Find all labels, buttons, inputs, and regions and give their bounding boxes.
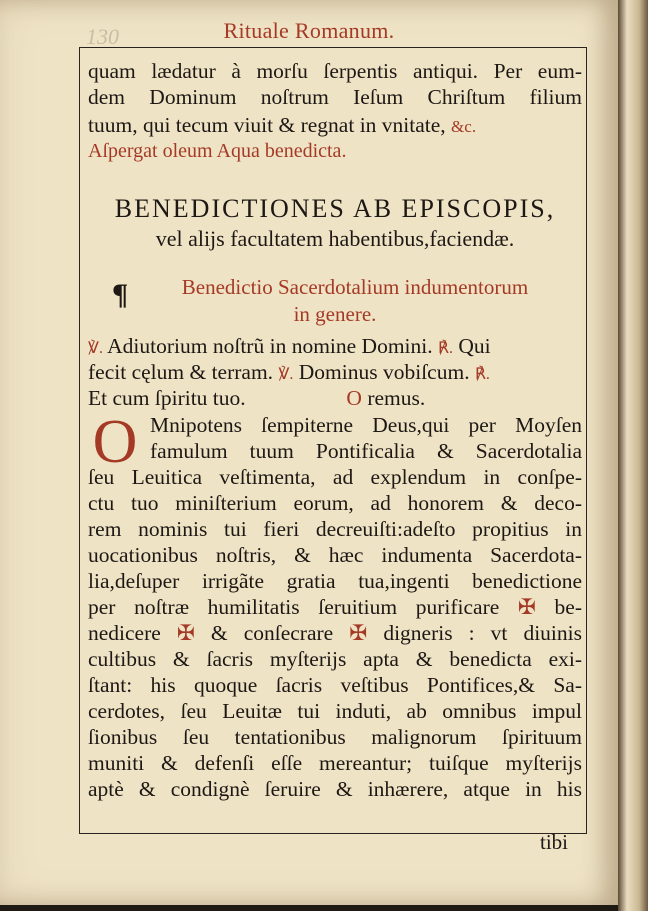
- rubric-line: Aſpergat oleum Aqua benedicta.: [88, 140, 347, 162]
- prayer-line: lia,deſuper irrigãte gratia tua,ingenti benedictione: [88, 569, 582, 593]
- prayer-line: cerdotes, ſeu Leuitæ tui induti, ab omnibus impul: [88, 699, 582, 723]
- versicle-line: [88, 333, 582, 362]
- response-mark: ℟.: [438, 340, 453, 357]
- versicle-line: [88, 385, 582, 411]
- catchword: tibi: [540, 830, 569, 854]
- section-heading: BENEDICTIONES AB EPISCOPIS,: [114, 194, 556, 223]
- prayer-line: rem nominis tui fieri decreuiſti:adeſto propitius in: [88, 517, 582, 541]
- prayer-line: ctu tuo miniſterium eorum, ad honorem & deco-: [88, 491, 582, 515]
- versicle-text: Dominus vobiſcum.: [298, 360, 470, 384]
- prayer-line: ſeu Leuitica veſtimenta, ad explendum in conſpe-: [88, 465, 582, 489]
- oremus-text: remus.: [367, 386, 426, 410]
- prayer-line: cultibus & ſacris myſterijs apta & benedicta exi-: [88, 647, 582, 671]
- rubric-title-continued: in genere.: [293, 302, 377, 326]
- running-head: Rituale Romanum.: [223, 18, 395, 43]
- prayer-line: uocationibus noſtris, & hæc indumenta Sacerdota-: [88, 543, 582, 567]
- prayer-line: nedicere ✠ & conſecrare ✠ digneris : vt diuinis: [88, 621, 582, 645]
- prayer-line: ſionibus ſeu tentationibus malignorum ſpirituum: [88, 725, 582, 749]
- prayer-line: aptè & condignè ſeruire & inhærere, atque in his: [88, 777, 582, 801]
- rubric-title: Benedictio Sacerdotalium indumentorum: [181, 275, 529, 299]
- oremus-initial: O: [346, 386, 362, 410]
- drop-cap: O: [92, 408, 138, 476]
- response-mark: ℟.: [474, 366, 490, 383]
- versicle-line: [88, 359, 582, 388]
- text-line: [88, 112, 582, 140]
- cross-mark: ✠: [176, 621, 195, 645]
- text-line: dem Dominum noſtrum Ieſum Chriſtum filium: [88, 85, 582, 109]
- response-text: Et cum ſpiritu tuo.: [88, 386, 246, 410]
- response-text: fecit cęlum & terram.: [88, 360, 274, 384]
- versicle-mark: ℣.: [278, 366, 294, 383]
- prayer-line: per noſtræ humilitatis ſeruitium purificare ✠ be-: [88, 595, 583, 619]
- pilcrow-mark: ¶: [112, 278, 129, 311]
- text-line-words: tuum, qui tecum viuit & regnat in vnitate,: [88, 113, 446, 137]
- prayer-line: muniti & defenſi eſſe mereantur; tuiſque myſterijs: [88, 751, 582, 775]
- prayer-line: Mnipotens ſempiterne Deus,qui per Moyſen: [150, 413, 582, 437]
- versicle-text: Adiutorium noſtrũ in nomine Domini.: [107, 334, 433, 358]
- prayer-line: famulum tuum Pontificalia & Sacerdotalia: [150, 439, 582, 463]
- section-subheading: vel alijs facultatem habentibus,faciendæ.: [155, 226, 515, 251]
- versicle-mark: ℣.: [88, 340, 103, 357]
- folio-number: 130: [86, 24, 119, 49]
- response-text: Qui: [458, 334, 491, 358]
- top-rule: [79, 47, 587, 48]
- cross-mark: ✠: [349, 621, 368, 645]
- prayer-line: ſtant: his quoque ſacris veſtibus Pontifices,& Sa-: [88, 673, 582, 697]
- text-line: quam lædatur à morſu ſerpentis antiqui. Per eum-: [88, 59, 582, 83]
- book-spine-edge: [618, 0, 648, 911]
- cross-mark: ✠: [517, 595, 536, 619]
- bottom-rule: [79, 833, 587, 834]
- etc-mark: &c.: [451, 117, 477, 136]
